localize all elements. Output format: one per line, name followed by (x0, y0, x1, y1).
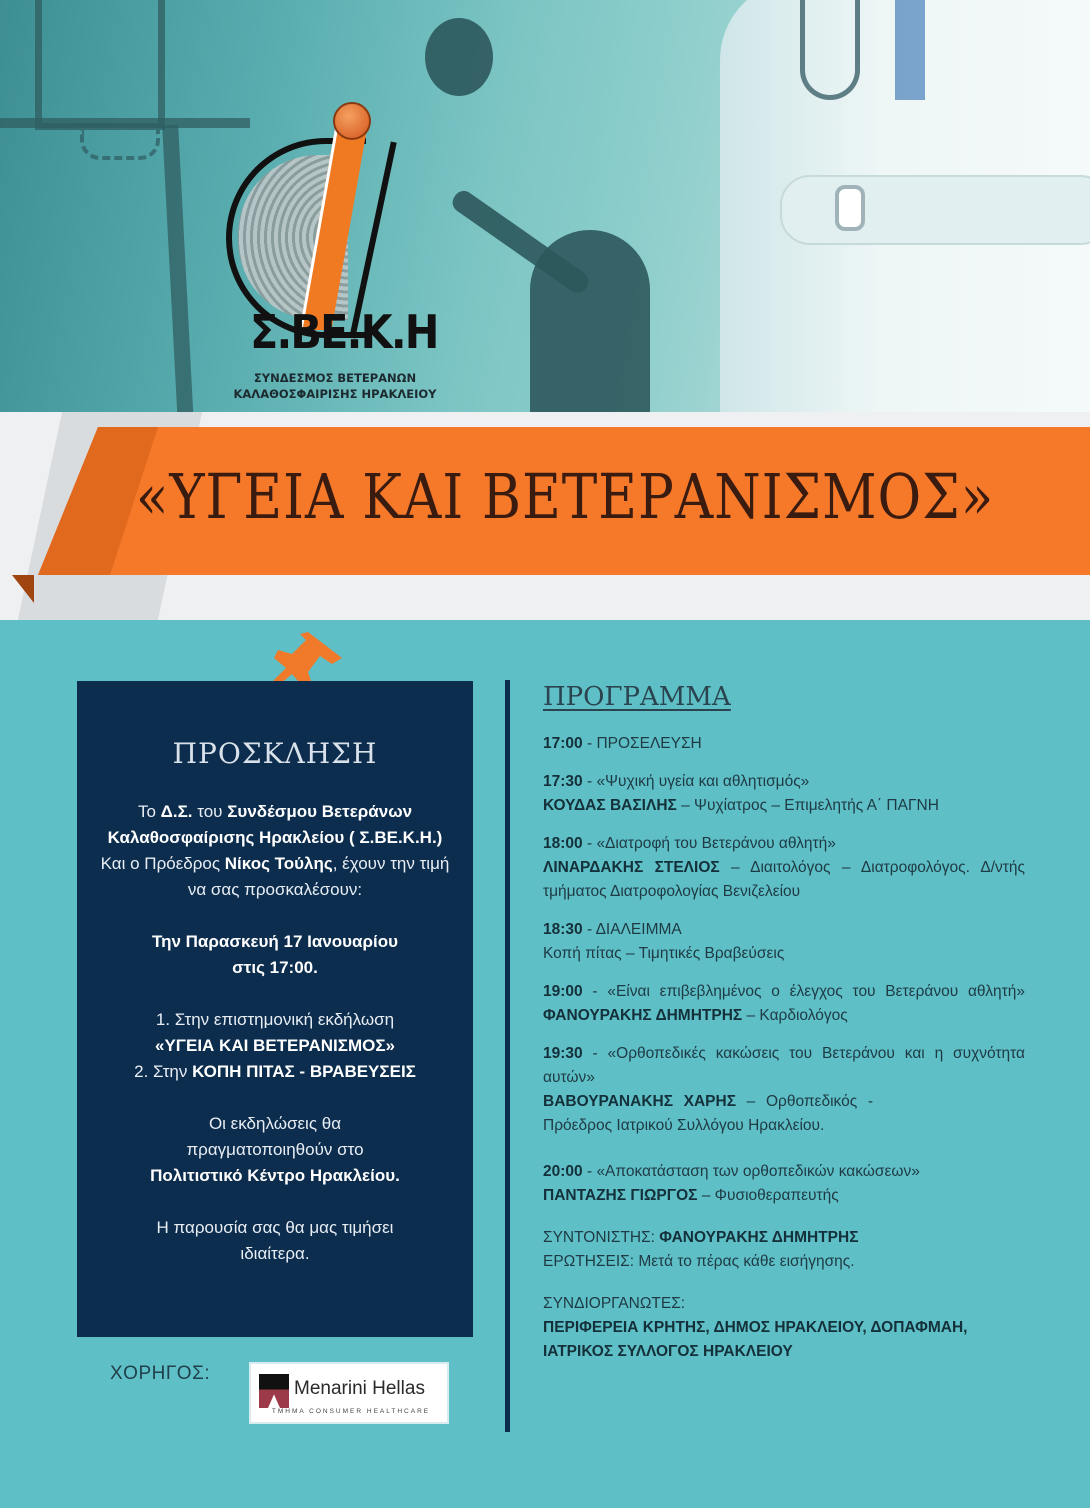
entry-time: 20:00 (543, 1163, 583, 1180)
item-1-prefix: 1. Στην επιστημονική εκδήλωση (155, 1010, 395, 1029)
program-title: ΠΡΟΓΡΑΜΜΑ (543, 682, 731, 712)
president-name: Νίκος Τούλης (224, 854, 333, 873)
invitation-body (97, 799, 453, 1267)
ribbon-fold (12, 575, 34, 603)
event-date: Την Παρασκευή 17 Ιανουαρίου (151, 932, 399, 951)
entry-title: «Ψυχική υγεία και αθλητισμός» (596, 773, 810, 790)
coorganizers-list: ΠΕΡΙΦΕΡΕΙΑ ΚΡΗΤΗΣ, ΔΗΜΟΣ ΗΡΑΚΛΕΙΟΥ, ΔΟΠΑΦΜΑΗ, ΙΑΤΡΙΚΟΣ ΣΥΛΛΟΓΟΣ ΗΡΑΚΛΕΙΟΥ (543, 1319, 968, 1360)
invitation-paragraph (97, 799, 453, 903)
text: Και ο Πρόεδρος (100, 854, 225, 873)
program-entry (543, 1042, 1025, 1138)
entry-role: – Καρδιολόγος (742, 1007, 848, 1024)
program-entry (543, 732, 1025, 756)
moderator-label: ΣΥΝΤΟΝΙΣΤΗΣ: (543, 1229, 660, 1246)
entry-time: 19:00 (543, 983, 583, 1000)
separator: - (582, 773, 597, 790)
sponsor-name: Menarini Hellas (294, 1378, 425, 1399)
entry-role: – Ψυχίατρος – Επιμελητής Α΄ ΠΑΓΝΗ (676, 797, 939, 814)
hoop-pole-graphic (162, 125, 194, 412)
menarini-logo-icon (259, 1374, 289, 1408)
sveki-logo (220, 100, 440, 410)
doctor-tie (895, 0, 925, 100)
watch-icon (835, 185, 865, 231)
entry-speaker: ΛΙΝΑΡΔΑΚΗΣ ΣΤΕΛΙΟΣ (543, 859, 720, 876)
entry-time: 17:30 (543, 773, 583, 790)
entry-detail: Κοπή πίτας – Τιμητικές Βραβεύσεις (543, 945, 785, 962)
program-entry (543, 918, 1025, 966)
program-entry (543, 1160, 1025, 1208)
item-2-prefix: 2. Στην (134, 1062, 193, 1081)
entry-time: 18:30 (543, 921, 583, 938)
questions-label: ΕΡΩΤΗΣΕΙΣ: (543, 1253, 639, 1270)
entry-time: 19:30 (543, 1045, 583, 1062)
entry-role: – Φυσιοθεραπευτής (697, 1187, 839, 1204)
entry-speaker: ΒΑΒΟΥΡΑΝΑΚΗΣ ΧΑΡΗΣ (543, 1093, 737, 1110)
coorganizers-block (543, 1292, 1025, 1364)
logo-subtitle-2: ΚΑΛΑΘΟΣΦΑΙΡΙΣΗΣ ΗΡΑΚΛΕΙΟΥ (233, 387, 437, 401)
separator: - (582, 735, 597, 752)
logo-wordmark: Σ.ΒΕ.Κ.Η (250, 305, 438, 359)
sponsor-logo (249, 1362, 449, 1424)
board-abbrev: Δ.Σ. (160, 802, 193, 821)
entry-speaker: ΠΑΝΤΑΖΗΣ ΓΙΩΡΓΟΣ (543, 1187, 698, 1204)
entry-title: ΔΙΑΛΕΙΜΜΑ (595, 921, 682, 938)
sponsor-subtitle: ΤΜΗΜΑ CONSUMER HEALTHCARE (271, 1408, 431, 1415)
event-time: στις 17:00. (232, 958, 318, 977)
hoop-arm-graphic (0, 118, 250, 128)
basketball-backboard-graphic (35, 0, 165, 130)
ball-silhouette (425, 18, 493, 96)
questions-text: Μετά το πέρας κάθε εισήγησης. (638, 1253, 855, 1270)
entry-time: 17:00 (543, 735, 583, 752)
entry-speaker: ΦΑΝΟΥΡΑΚΗΣ ΔΗΜΗΤΡΗΣ (543, 1007, 743, 1024)
venue-text: Οι εκδηλώσεις θα πραγματοποιηθούν στο (186, 1114, 364, 1159)
separator: - (582, 835, 597, 852)
association-name: Συνδέσμου Βετεράνων Καλαθοσφαίρισης Ηρακλείου ( Σ.ΒΕ.Κ.Η.) (107, 802, 443, 847)
entry-title: «Ορθοπεδικές κακώσεις του Βετεράνου και η συχνότητα αυτών» (543, 1045, 1025, 1086)
item-1-title: «ΥΓΕΙΑ ΚΑΙ ΒΕΤΕΡΑΝΙΣΜΟΣ» (154, 1036, 395, 1055)
hoop-net-graphic (80, 130, 160, 160)
text: του (192, 802, 228, 821)
item-2-title: ΚΟΠΗ ΠΙΤΑΣ - ΒΡΑΒΕΥΣΕΙΣ (192, 1062, 416, 1081)
separator: - (582, 983, 608, 1000)
basketball-icon (333, 102, 371, 140)
program-section (543, 680, 1025, 1378)
coorganizers-label: ΣΥΝΔΙΟΡΓΑΝΩΤΕΣ: (543, 1295, 686, 1312)
program-entry (543, 832, 1025, 904)
program-entry (543, 770, 1025, 818)
separator: - (582, 1163, 597, 1180)
moderator-name: ΦΑΝΟΥΡΑΚΗΣ ΔΗΜΗΤΡΗΣ (659, 1229, 859, 1246)
moderator-block (543, 1226, 1025, 1274)
hero-photo (0, 0, 1090, 412)
logo-subtitle-1: ΣΥΝΔΕΣΜΟΣ ΒΕΤΕΡΑΝΩΝ (253, 371, 417, 385)
separator: - (582, 1045, 608, 1062)
entry-speaker: ΚΟΥΔΑΣ ΒΑΣΙΛΗΣ (543, 797, 677, 814)
entry-role: – Διαιτολόγος – Διατροφολόγος. Δ/ντής τμήματος Διατροφολογίας Βενιζελείου (543, 859, 1025, 900)
text: Το (137, 802, 161, 821)
invitation-card (77, 681, 473, 1337)
program-entry (543, 980, 1025, 1028)
separator: - (582, 921, 596, 938)
entry-title: ΠΡΟΣΕΛΕΥΣΗ (596, 735, 702, 752)
entry-title: «Αποκατάσταση των ορθοπεδικών κακώσεων» (596, 1163, 920, 1180)
entry-title: «Είναι επιβεβλημένος ο έλεγχος του Βετεράνου αθλητή» (607, 983, 1025, 1000)
entry-time: 18:00 (543, 835, 583, 852)
sponsor-label: ΧΟΡΗΓΟΣ: (110, 1363, 211, 1384)
player-silhouette (530, 230, 650, 412)
venue-name: Πολιτιστικό Κέντρο Ηρακλείου. (150, 1166, 400, 1185)
closing-text: Η παρουσία σας θα μας τιμήσει ιδιαίτερα. (156, 1218, 394, 1263)
event-title: «ΥΓΕΙΑ ΚΑΙ ΒΕΤΕΡΑΝΙΣΜΟΣ» (135, 460, 995, 533)
text: , έχουν την τιμή να σας προσκαλέσουν: (187, 854, 450, 899)
entry-role: – Ορθοπεδικός - Πρόεδρος Ιατρικού Συλλόγου Ηρακλείου. (543, 1093, 873, 1134)
entry-title: «Διατροφή του Βετεράνου αθλητή» (596, 835, 836, 852)
stethoscope-icon (800, 0, 860, 100)
invitation-title: ΠΡΟΣΚΛΗΣΗ (172, 737, 378, 770)
doctor-crossed-arms (780, 175, 1090, 245)
column-divider (505, 680, 510, 1432)
